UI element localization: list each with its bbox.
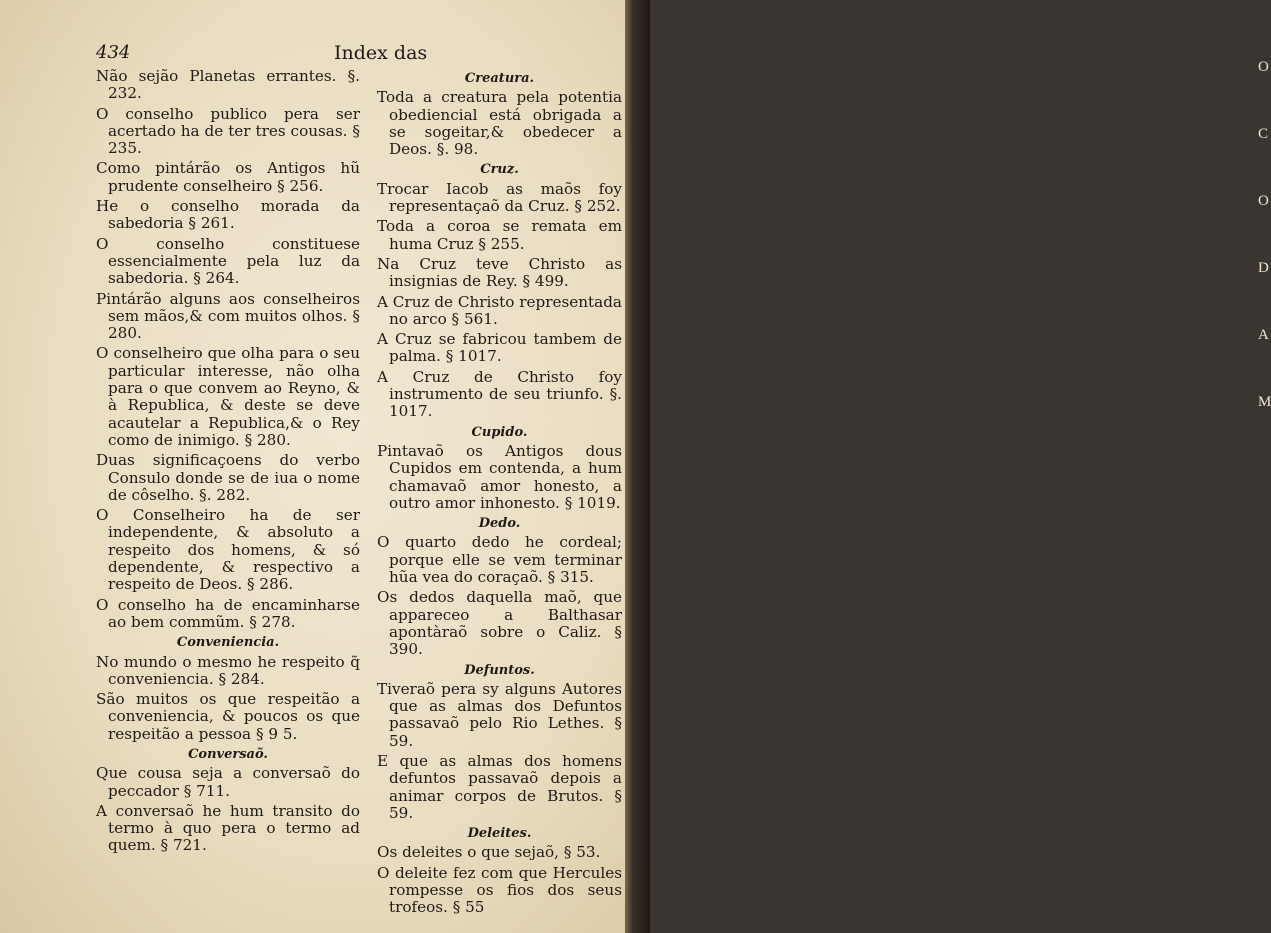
index-entry: Toda a coroa se remata em huma Cruz § 255. bbox=[377, 217, 622, 253]
index-entry: Pintavaõ os Antigos dous Cupidos em contenda, a hum chamavaõ amor honesto, a outro amor inhonesto. § 1019. bbox=[377, 441, 622, 512]
index-heading: Conveniencia. bbox=[176, 635, 280, 651]
index-entry: Na Cruz teve Christo as insignias de Rey. § 499. bbox=[377, 254, 622, 291]
index-entry: Que cousa seja a conversaõ do peccador § 711. bbox=[96, 764, 360, 800]
index-heading: Defuntos. bbox=[464, 662, 535, 678]
index-entry: O conselho publico pera ser acertado ha de ter tres cousas. § 235. bbox=[96, 104, 360, 158]
index-entry: A conversaõ he hum transito do termo à quo pera o termo ad quem. § 721. bbox=[96, 801, 360, 855]
book-page bbox=[0, 0, 625, 933]
index-entry: O Conselheiro ha de ser independente, & absoluto a respeito dos homens, & só dependente, & respectivo a respeito de Deos. § 286. bbox=[96, 506, 360, 594]
index-heading: Creatura. bbox=[464, 71, 535, 86]
index-entry: A Cruz se fabricou tambem de palma. § 1017. bbox=[377, 330, 622, 366]
index-entry: Como pintárão os Antigos hũ prudente conselheiro § 256. bbox=[96, 159, 360, 195]
index-entry: Trocar Iacob as maõs foy representaçaõ da Cruz. § 252. bbox=[377, 179, 622, 216]
index-heading: Cupido. bbox=[471, 424, 528, 440]
index-entry: E que as almas dos homens defuntos passavaõ depois a animar corpos de Brutos. § 59. bbox=[377, 751, 622, 822]
index-entry: Os dedos daquella maõ, que appareceo a Balthasar apontàraõ sobre o Caliz. § 390. bbox=[377, 588, 622, 659]
index-entry: O conselho constituese essencialmente pela luz da sabedoria. § 264. bbox=[96, 234, 360, 288]
index-heading: Deleites. bbox=[467, 826, 532, 842]
index-entry: Os deleites o que sejaõ, § 53. bbox=[377, 843, 601, 862]
edge-letter: M bbox=[1258, 394, 1271, 410]
index-entry: A Cruz de Christo representada no arco § 561. bbox=[377, 292, 622, 328]
index-entry: O deleite fez com que Hercules rompesse os fios dos seus trofeos. § 55 bbox=[377, 863, 622, 917]
book-spine bbox=[625, 0, 1271, 933]
index-entry: Toda a creatura pela potentia obediencial está obrigada a se sogeitar,& obedecer a Deos. §. 98. bbox=[377, 88, 622, 159]
edge-letter: O bbox=[1258, 59, 1269, 75]
running-head: Index das bbox=[334, 42, 428, 64]
index-heading: Cruz. bbox=[480, 162, 519, 178]
index-entry: São muitos os que respeitão a conveniencia, & poucos os que respeitão a pessoa § 9 5. bbox=[96, 690, 360, 743]
index-entry: No mundo o mesmo he respeito q̃ conveniencia. § 284. bbox=[96, 652, 360, 688]
index-entry: O quarto dedo he cordeal; porque elle se vem terminar hũa vea do coraçaõ. § 315. bbox=[377, 533, 622, 587]
index-entry: Pintárão alguns aos conselheiros sem mãos,& com muitos olhos. § 280. bbox=[96, 289, 360, 343]
edge-letter: A bbox=[1258, 327, 1269, 343]
page-number: 434 bbox=[96, 42, 131, 63]
edge-letter: O bbox=[1258, 193, 1269, 209]
page-header bbox=[96, 42, 616, 66]
index-entry: He o conselho morada da sabedoria § 261. bbox=[96, 197, 360, 233]
left-column bbox=[96, 68, 360, 858]
edge-letter: C bbox=[1258, 126, 1269, 142]
index-heading: Conversaõ. bbox=[188, 746, 268, 762]
index-entry: Não sejão Planetas errantes. §. 232. bbox=[96, 67, 360, 103]
index-entry: Duas significaçoens do verbo Consulo donde se de iua o nome de côselho. §. 282. bbox=[96, 451, 360, 504]
index-entry: O conselho ha de encaminharse ao bem commũm. § 278. bbox=[96, 595, 360, 631]
index-entry: O conselheiro que olha para o seu particular interesse, não olha para o que convem ao Reyno, & à Republica, & deste se deve acautelar a Republica,& o Rey como de inimigo. § 280. bbox=[96, 344, 360, 449]
facing-page-edge bbox=[1258, 60, 1271, 462]
right-column bbox=[377, 68, 622, 920]
index-entry: A Cruz de Christo foy instrumento de seu triunfo. §. 1017. bbox=[377, 367, 622, 421]
edge-letter: D bbox=[1258, 260, 1269, 276]
index-entry: Tiveraõ pera sy alguns Autores que as almas dos Defuntos passavaõ pelo Rio Lethes. § 59. bbox=[377, 679, 622, 750]
index-heading: Dedo. bbox=[478, 516, 521, 532]
